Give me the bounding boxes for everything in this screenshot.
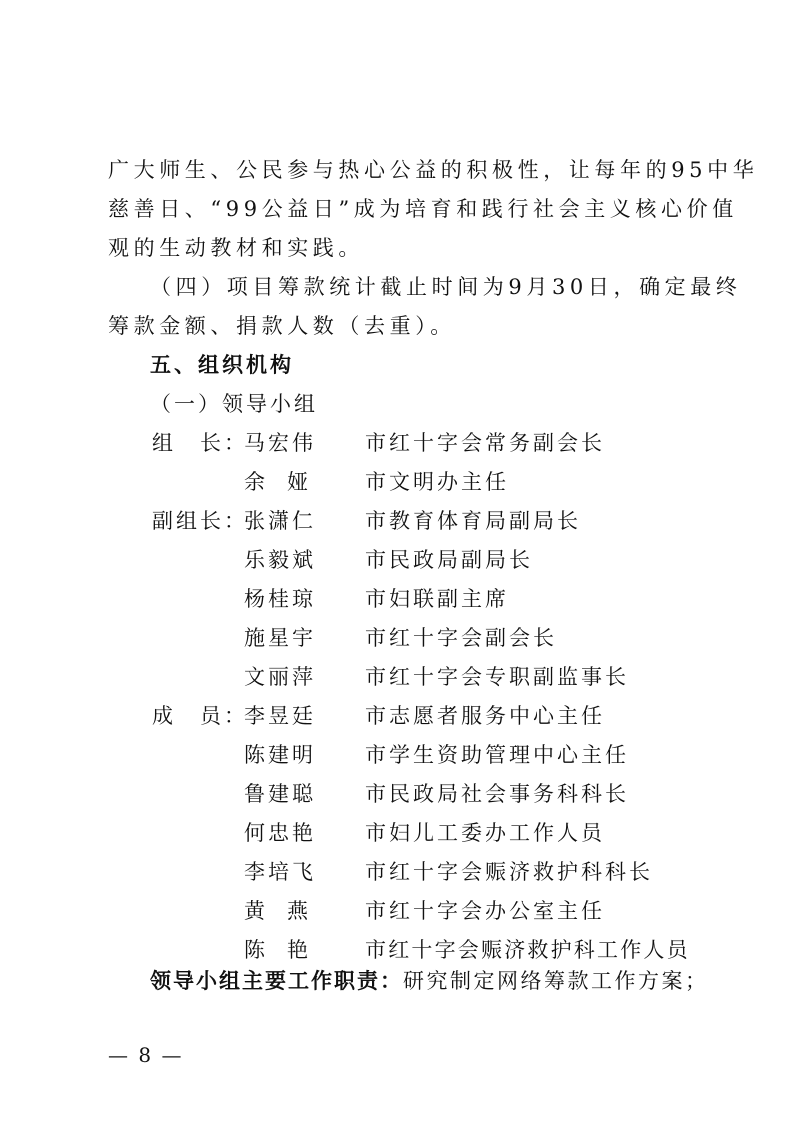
member-title: 市教育体育局副局长 [365,509,581,533]
member-role: 成 员： [152,704,248,728]
member-title: 市妇联副主席 [365,587,509,611]
member-title: 市红十字会副会长 [365,626,557,650]
member-title: 市学生资助管理中心主任 [365,743,629,767]
member-name: 张潇仁 [244,509,316,533]
member-name: 陈艳 [244,938,330,962]
section-heading: 五、组织机构 [150,353,294,377]
member-role: 副组长： [152,509,248,533]
member-title: 市红十字会专职副监事长 [365,665,629,689]
member-name: 余娅 [244,470,330,494]
member-title: 市民政局副局长 [365,548,533,572]
member-name: 乐毅斌 [244,548,316,572]
sub-heading: （一）领导小组 [150,392,318,416]
member-name: 杨桂琼 [244,587,316,611]
paragraph-line: 广大师生、公民参与热心公益的积极性，让每年的95中华 [108,158,759,182]
page-number: — 8 — [108,1043,184,1067]
duty-heading: 领导小组主要工作职责： [150,969,403,993]
member-name: 文丽萍 [244,665,316,689]
member-title: 市红十字会赈济救护科工作人员 [365,938,690,962]
member-name: 何忠艳 [244,821,316,845]
paragraph-line: 观的生动教材和实践。 [108,236,364,260]
member-title: 市红十字会办公室主任 [365,899,605,923]
member-title: 市红十字会赈济救护科科长 [365,860,653,884]
member-name: 马宏伟 [244,431,316,455]
paragraph-line: （四）项目筹款统计截止时间为9月30日，确定最终 [150,275,742,299]
member-name: 李培飞 [244,860,316,884]
member-name: 陈建明 [244,743,316,767]
member-title: 市红十字会常务副会长 [365,431,605,455]
member-title: 市志愿者服务中心主任 [365,704,605,728]
paragraph-line: 慈善日、“99公益日”成为培育和践行社会主义核心价值 [108,197,738,221]
member-role: 组 长： [152,431,248,455]
member-name: 施星宇 [244,626,316,650]
duty-line [150,966,709,996]
paragraph-line: 筹款金额、捐款人数（去重）。 [108,314,456,338]
duty-text: 研究制定网络筹款工作方案； [403,969,709,993]
member-name: 黄燕 [244,899,330,923]
member-title: 市妇儿工委办工作人员 [365,821,605,845]
member-name: 李昱廷 [244,704,316,728]
member-name: 鲁建聪 [244,782,316,806]
member-title: 市文明办主任 [365,470,509,494]
member-title: 市民政局社会事务科科长 [365,782,629,806]
